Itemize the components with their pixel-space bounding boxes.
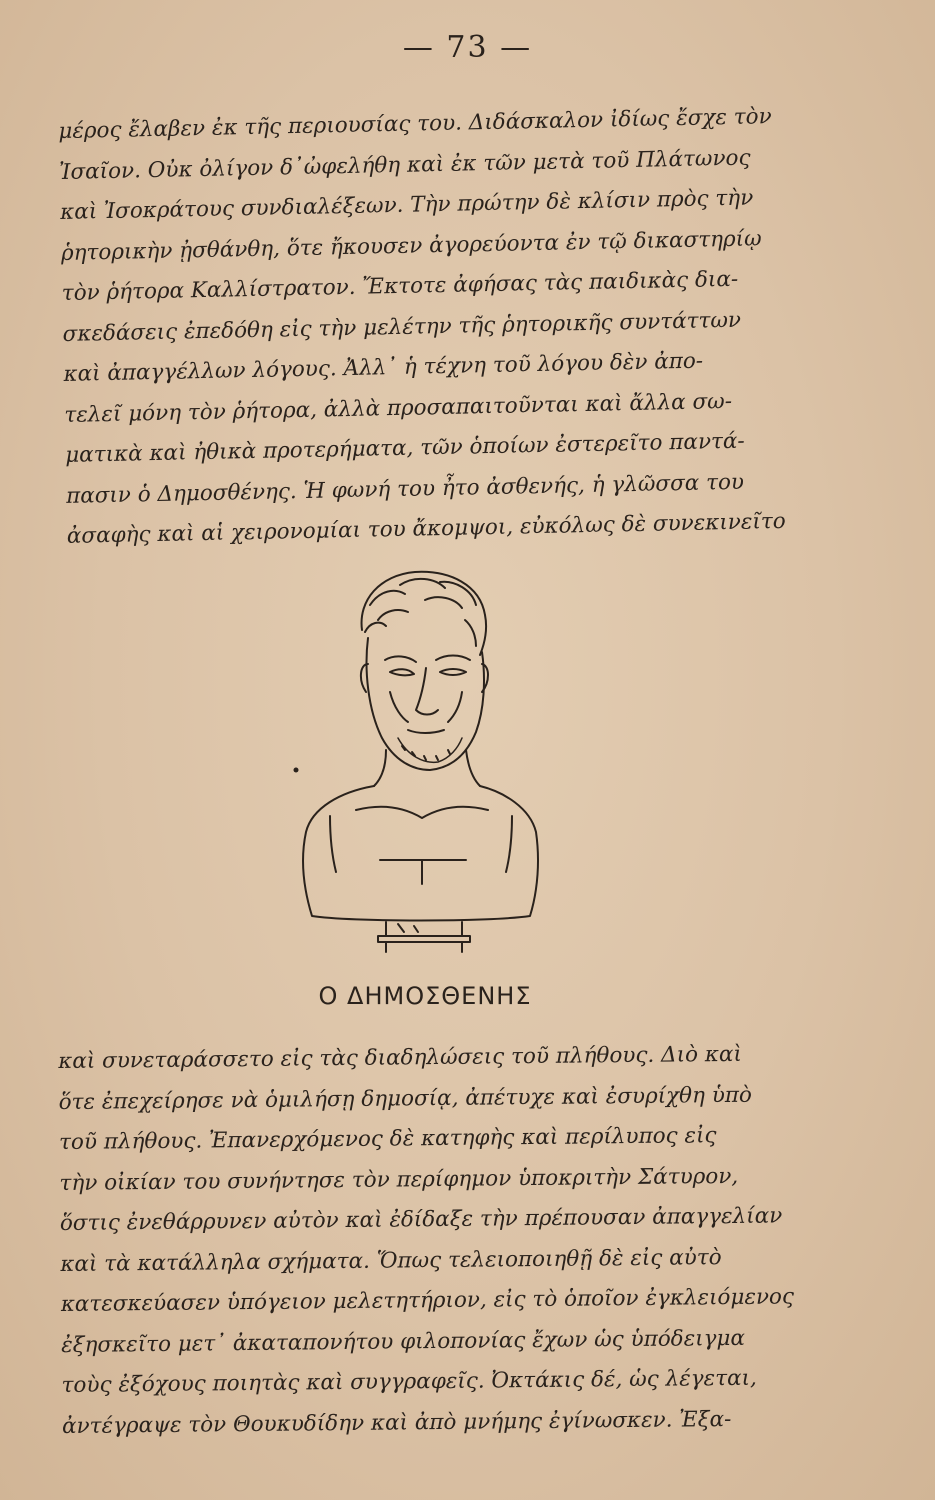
text-line: καὶ συνεταράσσετο εἰς τὰς διαδηλώσεις τοῦ πλήθους. Διὸ καὶ <box>58 1041 743 1074</box>
text-line: ἐξησκεῖτο μετ᾽ ἀκαταπονήτου φιλοπονίας ἔχων ὡς ὑπόδειγμα <box>61 1325 746 1358</box>
text-line: Ἰσαῖον. Οὐκ ὀλίγον δ᾽ὠφελήθη καὶ ἐκ τῶν μετὰ τοῦ Πλάτωνος <box>58 145 751 185</box>
text-line: ῥητορικὴν ᾐσθάνθη, ὅτε ἤκουσεν ἀγορεύοντα ἐν τῷ δικαστηρίῳ <box>60 225 762 266</box>
demosthenes-bust-illustration <box>290 560 550 970</box>
text-line: τὸν ῥήτορα Καλλίστρατον. Ἔκτοτε ἀφήσας τὰς παιδικὰς δια- <box>61 266 739 306</box>
text-line: ἀντέγραψε τὸν Θουκυδίδην καὶ ἀπὸ μνήμης ἐγίνωσκεν. Ἐξα- <box>61 1406 732 1439</box>
text-line: μέρος ἔλαβεν ἐκ τῆς περιουσίας του. Διδάσκαλον ἰδίως ἔσχε τὸν <box>58 104 772 144</box>
figure-caption: Ο ΔΗΜΟΣΘΕΝΗΣ <box>318 982 532 1010</box>
text-line: καὶ Ἰσοκράτους συνδιαλέξεων. Τὴν πρώτην δὲ κλίσιν πρὸς τὴν <box>59 185 754 225</box>
text-line: ὅστις ἐνεθάρρυνεν αὐτὸν καὶ ἐδίδαξε τὴν πρέπουσαν ἀπαγγελίαν <box>59 1203 783 1236</box>
page-number: — 73 — <box>402 30 533 65</box>
text-line: τοὺς ἐξόχους ποιητὰς καὶ συγγραφεῖς. Ὀκτάκις δέ, ὡς λέγεται, <box>61 1365 757 1398</box>
paragraph-top <box>58 96 827 557</box>
text-line: πασιν ὁ Δημοσθένης. Ἡ φωνή του ἦτο ἀσθενής, ἡ γλῶσσα του <box>65 469 745 509</box>
text-line: τελεῖ μόνη τὸν ῥήτορα, ἀλλὰ προσαπαιτοῦνται καὶ ἄλλα σω- <box>64 388 733 428</box>
text-line: ἀσαφὴς καὶ αἱ χειρονομίαι του ἄκομψοι, εὐκόλως δὲ συνεκινεῖτο <box>66 508 786 549</box>
text-line: τοῦ πλήθους. Ἐπανερχόμενος δὲ κατηφὴς καὶ περίλυπος εἰς <box>58 1123 717 1155</box>
text-line: κατεσκεύασεν ὑπόγειον μελετητήριον, εἰς τὸ ὁποῖον ἐγκλειόμενος <box>60 1284 795 1317</box>
paragraph-bottom <box>58 1034 822 1447</box>
text-line: καὶ ἀπαγγέλλων λόγους. Ἀλλ᾽ ἡ τέχνη τοῦ λόγου δὲν ἀπο- <box>63 348 704 387</box>
text-line: ὅτε ἐπεχείρησε νὰ ὁμιλήσῃ δημοσίᾳ, ἀπέτυχε καὶ ἐσυρίχθη ὑπὸ <box>58 1082 753 1115</box>
text-line: ματικὰ καὶ ἠθικὰ προτερήματα, τῶν ὁποίων ἐστερεῖτο παντά- <box>64 428 745 468</box>
text-line: σκεδάσεις ἐπεδόθη εἰς τὴν μελέτην τῆς ῥητορικῆς συντάττων <box>62 307 742 347</box>
text-line: τὴν οἰκίαν του συνήντησε τὸν περίφημον ὑποκριτὴν Σάτυρον, <box>59 1163 739 1196</box>
text-line: καὶ τὰ κατάλληλα σχήματα. Ὅπως τελειοποιηθῇ δὲ εἰς αὐτὸ <box>60 1244 722 1277</box>
